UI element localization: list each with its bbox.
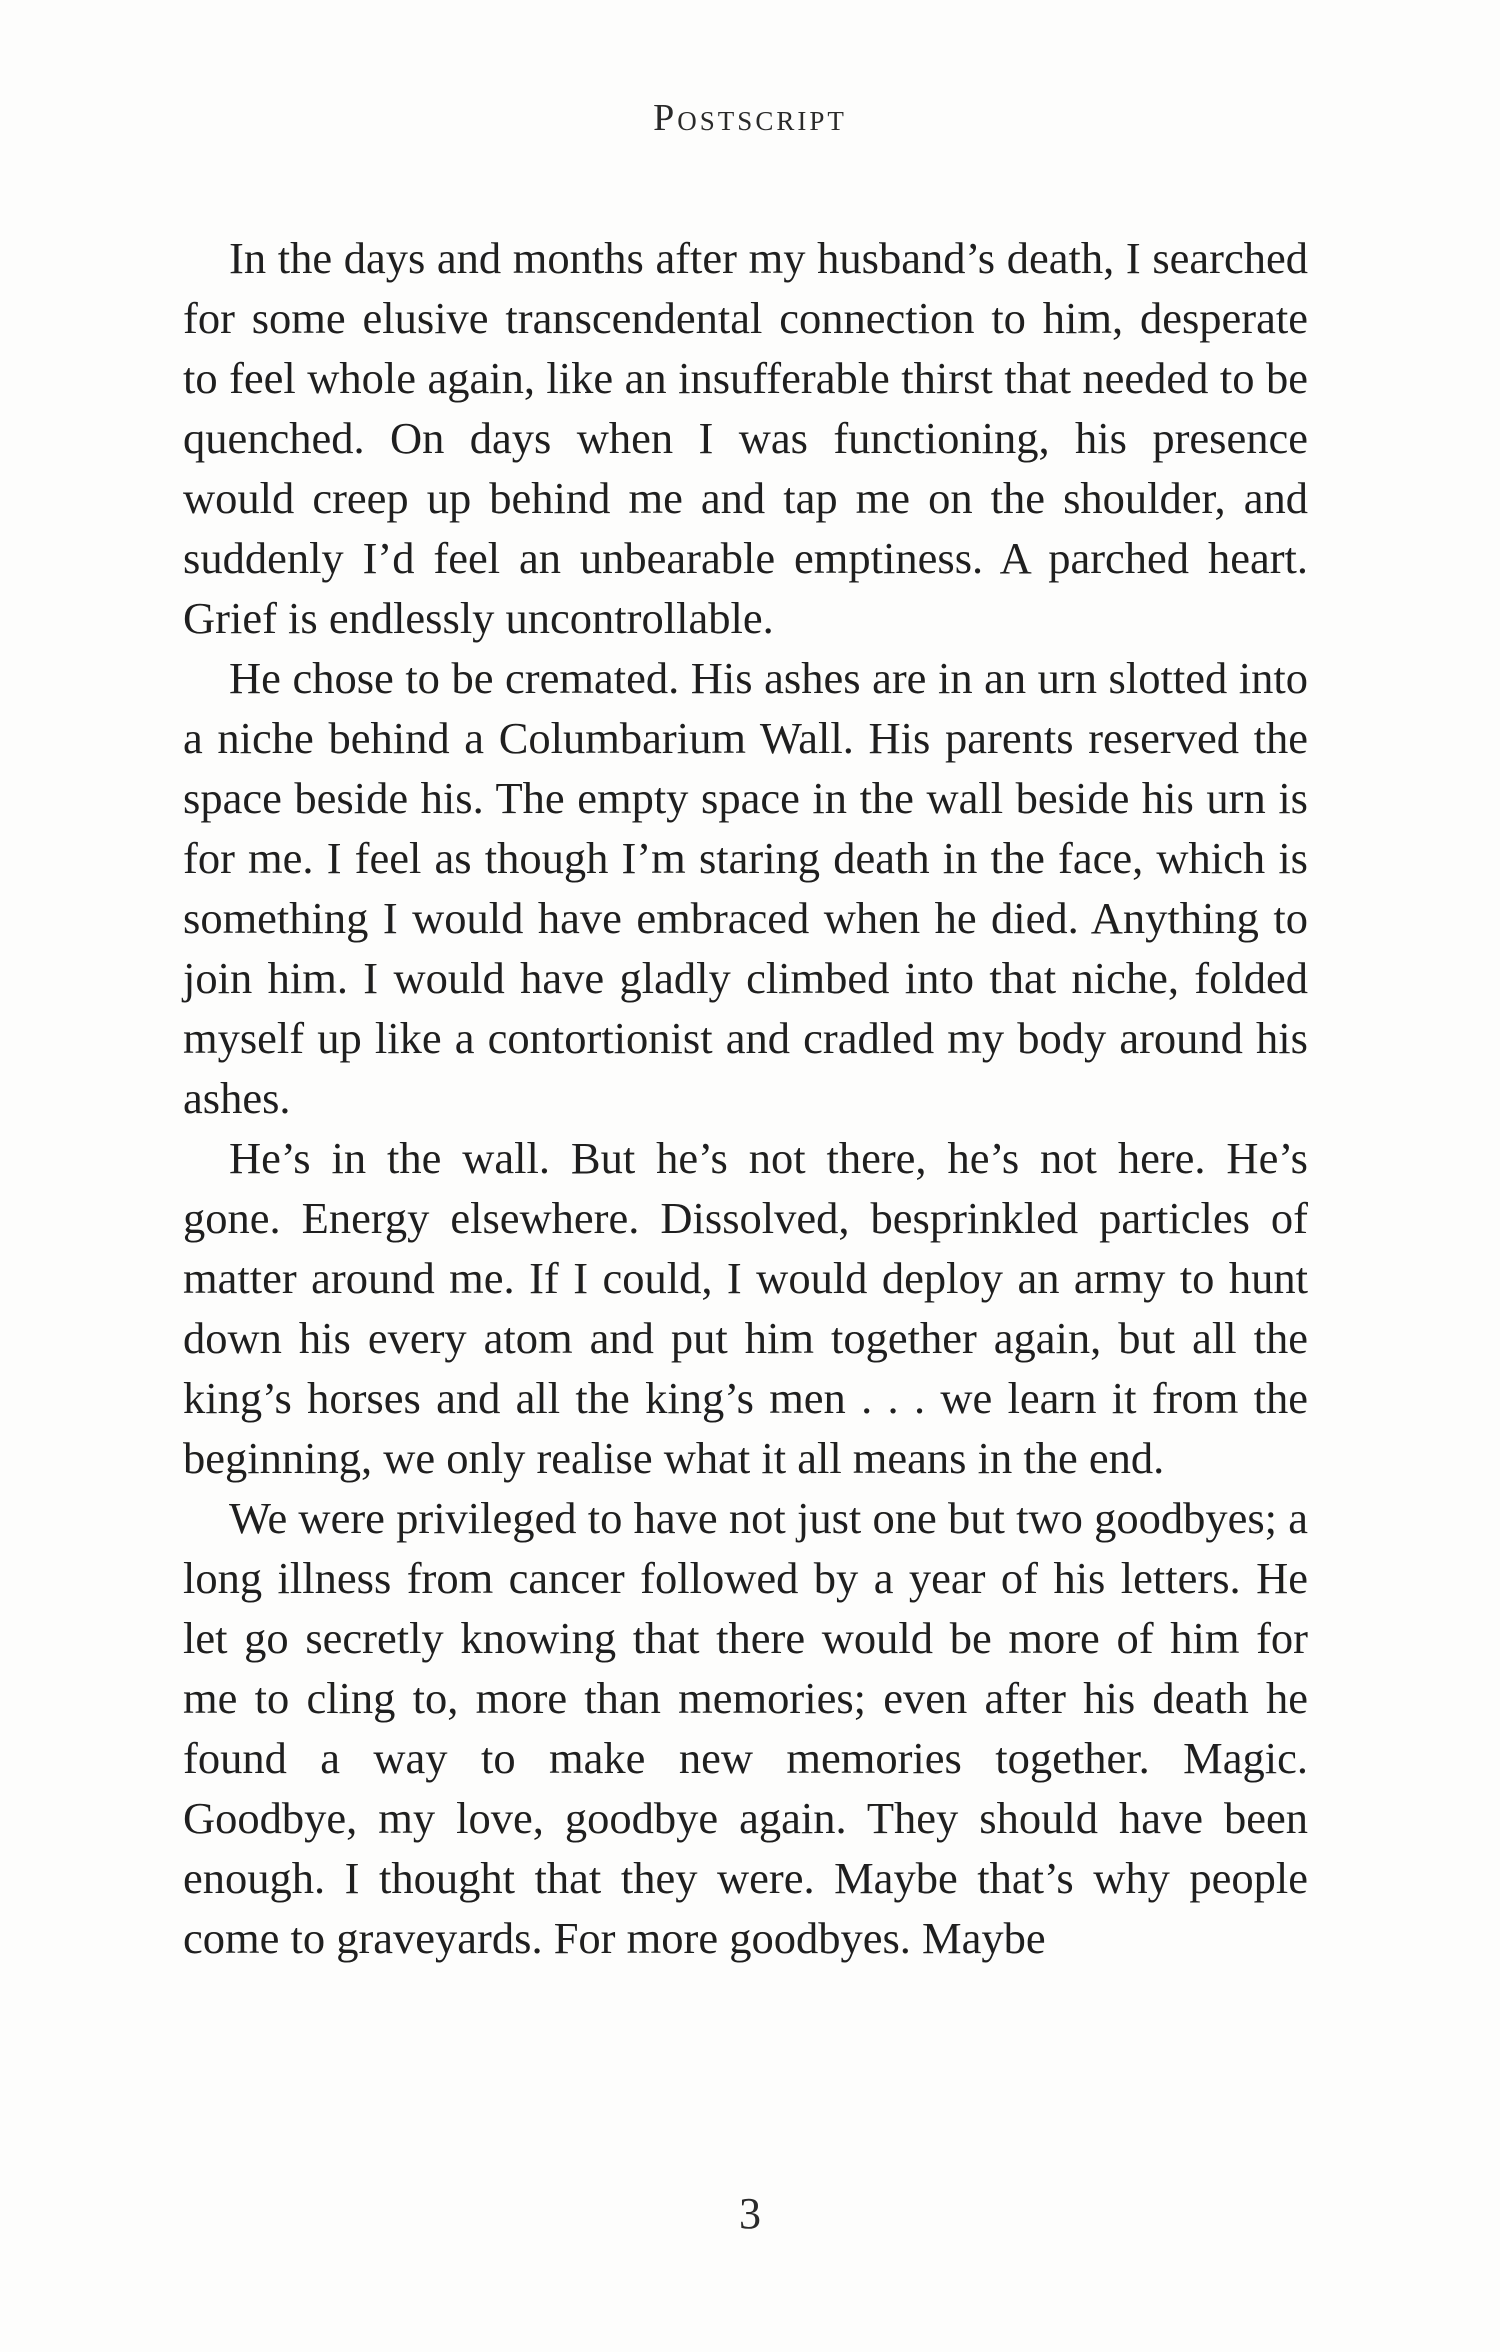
page-number: 3 bbox=[739, 2189, 761, 2238]
paragraph-2: He chose to be cremated. His ashes are in an urn slotted into a niche behind a Columbarium Wall. His parents reserved the space beside his. The empty space in the wall beside his urn is for me. I feel as though I’m staring death in the face, which is something I would have embraced when he died. Anything to join him. I would have gladly climbed into that niche, folded myself up like a contortionist and cradled my body around his ashes. bbox=[183, 653, 1308, 1123]
body-text bbox=[183, 228, 1308, 1968]
paragraph-1: In the days and months after my husband’s death, I searched for some elusive transcendental connection to him, desperate to feel whole again, like an insufferable thirst that needed to be quenched. On days when I was functioning, his presence would creep up behind me and tap me on the shoulder, and suddenly I’d feel an unbearable emptiness. A parched heart. Grief is endlessly uncontrollable. bbox=[183, 233, 1308, 643]
running-head: Postscript bbox=[653, 97, 847, 139]
paragraph-3: He’s in the wall. But he’s not there, he’s not here. He’s gone. Energy elsewhere. Dissolved, besprinkled particles of matter around me. If I could, I would deploy an army to hunt down his every atom and put him together again, but all the king’s horses and all the king’s men . . . we learn it from the beginning, we only realise what it all means in the end. bbox=[183, 1133, 1308, 1483]
paragraph-4: We were privileged to have not just one but two goodbyes; a long illness from cancer followed by a year of his letters. He let go secretly knowing that there would be more of him for me to cling to, more than memories; even after his death he found a way to make new memories together. Magic. Goodbye, my love, goodbye again. They should have been enough. I thought that they were. Maybe that’s why people come to graveyards. For more goodbyes. Maybe bbox=[183, 1493, 1308, 1963]
